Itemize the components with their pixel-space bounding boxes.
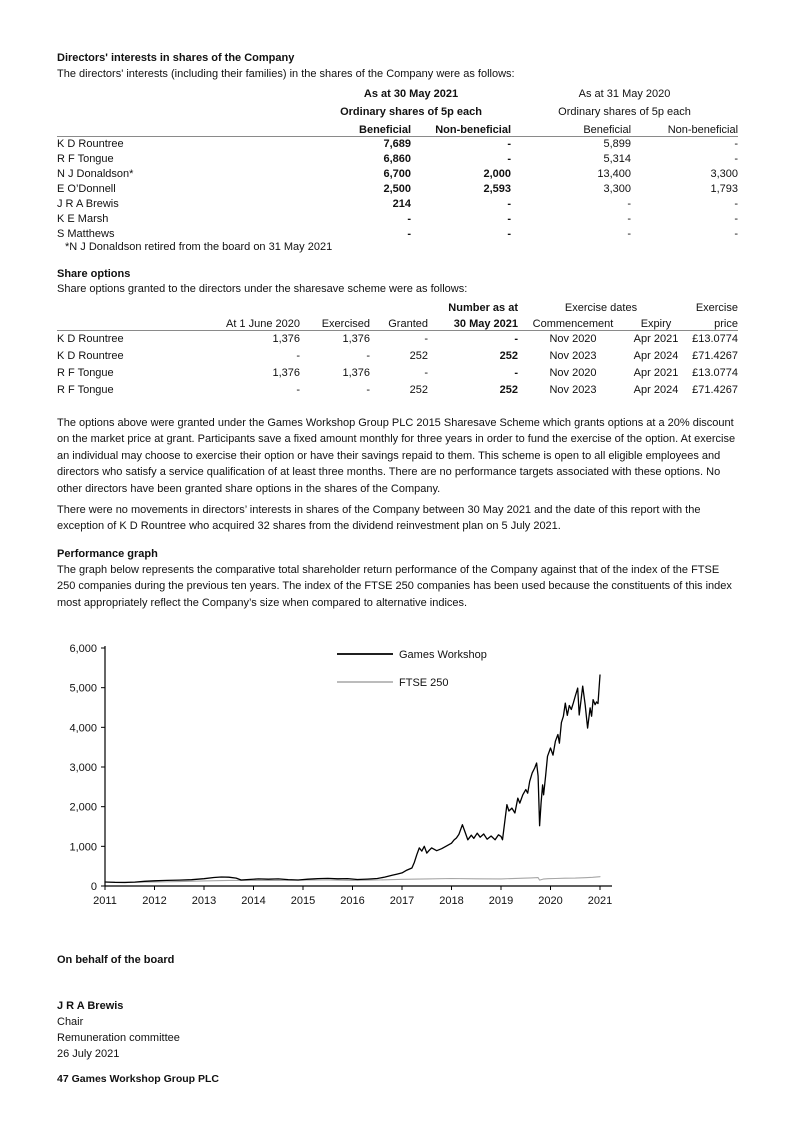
signatory-name: J R A Brewis [57,1000,124,1012]
non-beneficial-2021: 2,000 [483,168,512,180]
table-header-row [57,314,738,331]
non-beneficial-2021: - [507,213,512,225]
beneficial-2020: - [627,198,632,210]
sharesave-scheme-paragraph: The options above were granted under the Games Workshop Group PLC 2015 Sharesave Scheme which grants options at a 20% discount on the market price at grant. Participants save a fixed amount monthly for three years in order to fund the exercise of the option. At exercise an individual may choose to exercise their option or have their savings repaid to them. This scheme is open to all eligible employees and directors who satisfy a service qualification of at least three months. There are no performance targets associated with these options. No other directors have been granted share options in the shares of the Company. [57,417,736,495]
table-header-row [57,118,738,137]
non-beneficial-2020: 1,793 [710,183,739,195]
options-number-30-may-2021: - [514,367,518,379]
options-exercised: 1,376 [342,367,370,379]
x-tick-label: 2013 [191,895,217,907]
directors-interests-table [57,82,738,242]
performance-chart [57,638,738,918]
table-header-row [57,100,738,118]
y-tick-label: 1,000 [69,841,97,854]
director-name: K D Rountree [57,333,124,345]
column-header: Expiry [628,314,684,331]
exercise-expiry: Apr 2024 [633,350,679,362]
y-tick-label: 4,000 [69,722,97,735]
column-header: Exercised [300,314,370,331]
y-tick-label: 3,000 [69,762,97,774]
non-beneficial-2021: 2,593 [483,183,512,195]
x-tick-label: 2019 [488,895,514,907]
beneficial-2021: 6,700 [383,168,411,180]
x-tick-label: 2017 [389,895,415,907]
column-header: price [684,314,738,331]
beneficial-2020: 5,899 [603,138,632,150]
options-granted: 252 [409,384,428,396]
director-name: K E Marsh [57,213,109,225]
exercise-commencement: Nov 2023 [549,350,597,362]
table-header-row [57,82,738,100]
non-beneficial-2021: - [507,138,512,150]
beneficial-2020: - [627,228,632,240]
x-tick-label: 2016 [340,895,365,907]
non-beneficial-2021: - [507,153,512,165]
table-row [57,365,738,382]
exercise-commencement: Nov 2020 [549,333,597,345]
director-name: R F Tongue [57,367,114,379]
beneficial-2021: 214 [392,198,411,210]
column-header: Non-beneficial [411,118,511,137]
column-header: Number as at [448,302,518,314]
director-name: K D Rountree [57,138,124,150]
column-header: At 1 June 2020 [57,314,300,331]
exercise-price: £13.0774 [692,367,738,379]
table-row [57,197,738,212]
options-at-1-june-2020: - [296,350,300,362]
exercise-commencement: Nov 2020 [549,367,597,379]
performance-chart-svg [57,638,738,916]
non-beneficial-2020: - [734,138,739,150]
beneficial-2021: 2,500 [383,183,411,195]
directors-interests-footnote: *N J Donaldson retired from the board on 31 May 2021 [65,241,333,253]
directors-interests-intro: The directors' interests (including their families) in the shares of the Company were as follows: [57,68,515,80]
signature-block [57,998,738,1062]
director-name: R F Tongue [57,153,114,165]
exercise-expiry: Apr 2024 [633,384,679,396]
legend-label-games-workshop: Games Workshop [399,649,487,661]
x-tick-label: 2018 [439,895,464,907]
performance-graph-intro: The graph below represents the comparative total shareholder return performance of the Company against that of the index of the FTSE 250 companies during the previous ten years. The index of the FTSE 250 companies has been used because the constituents of this index most appropriately reflect the Company’s size when compared to alternative indices. [57,564,732,609]
column-subtitle-2020: Ordinary shares of 5p each [558,106,691,118]
signatory-role: Chair [57,1016,84,1028]
exercise-price: £13.0774 [692,333,738,345]
table-row [57,137,738,153]
table-row [57,182,738,197]
table-cell [57,100,311,118]
series-line-games-workshop [105,675,600,883]
x-tick-label: 2021 [587,895,613,907]
director-name: N J Donaldson* [57,168,134,180]
beneficial-2021: - [407,213,411,225]
column-group-exercise-dates: Exercise dates [564,302,638,314]
exercise-commencement: Nov 2023 [549,384,597,396]
beneficial-2020: 13,400 [597,168,632,180]
options-exercised: - [366,384,370,396]
table-cell [57,118,311,137]
table-row [57,152,738,167]
beneficial-2020: 3,300 [603,183,632,195]
column-header: Beneficial [311,118,411,137]
director-name: J R A Brewis [57,198,119,210]
non-beneficial-2020: - [734,198,739,210]
non-beneficial-2020: - [734,153,739,165]
director-name: R F Tongue [57,384,114,396]
beneficial-2021: - [407,228,411,240]
share-options-heading: Share options [57,268,131,280]
legend-label-ftse-250: FTSE 250 [399,677,449,689]
page-footer: 47 Games Workshop Group PLC [57,1073,220,1085]
table-row [57,382,738,399]
x-tick-label: 2014 [241,895,266,907]
column-header: Exercise [695,302,738,314]
options-number-30-may-2021: - [514,333,518,345]
x-tick-label: 2011 [93,895,117,907]
directors-interests-heading: Directors' interests in shares of the Company [57,52,295,64]
beneficial-2021: 7,689 [383,138,411,150]
non-beneficial-2020: - [734,213,739,225]
x-tick-label: 2015 [290,895,316,907]
y-tick-label: 0 [90,881,97,893]
director-name: K D Rountree [57,350,124,362]
share-options-intro: Share options granted to the directors under the sharesave scheme were as follows: [57,283,468,295]
options-number-30-may-2021: 252 [499,384,518,396]
options-at-1-june-2020: - [296,384,300,396]
column-header: Beneficial [511,118,631,137]
x-tick-label: 2012 [142,895,167,907]
column-header: Commencement [518,314,628,331]
options-granted: - [424,333,428,345]
column-header: Non-beneficial [631,118,738,137]
non-beneficial-2021: - [507,228,512,240]
table-cell [57,299,428,314]
options-at-1-june-2020: 1,376 [272,333,300,345]
table-row [57,167,738,182]
exercise-expiry: Apr 2021 [633,333,679,345]
exercise-price: £71.4267 [692,384,738,396]
share-options-table [57,299,738,399]
table-row [57,331,738,349]
options-at-1-june-2020: 1,376 [272,367,300,379]
on-behalf-text: On behalf of the board [57,954,175,966]
performance-graph-heading: Performance graph [57,548,158,560]
beneficial-2021: 6,860 [383,153,411,165]
exercise-price: £71.4267 [692,350,738,362]
exercise-expiry: Apr 2021 [633,367,679,379]
options-granted: 252 [409,350,428,362]
table-row [57,212,738,227]
column-subtitle-2021: Ordinary shares of 5p each [340,106,482,118]
non-beneficial-2021: - [507,198,512,210]
column-group-2021: As at 30 May 2021 [363,88,459,100]
table-header-row [57,299,738,314]
column-header: Granted [370,314,428,331]
table-cell [57,82,311,100]
beneficial-2020: - [627,213,632,225]
y-tick-label: 5,000 [69,682,97,695]
options-exercised: - [366,350,370,362]
options-granted: - [424,367,428,379]
options-number-30-may-2021: 252 [499,350,518,362]
non-beneficial-2020: 3,300 [710,168,739,180]
table-row [57,348,738,365]
column-group-2020: As at 31 May 2020 [578,88,671,100]
options-exercised: 1,376 [342,333,370,345]
beneficial-2020: 5,314 [603,153,632,165]
director-name: S Matthews [57,228,115,240]
director-name: E O’Donnell [57,183,116,195]
y-tick-label: 2,000 [69,801,97,814]
movements-paragraph: There were no movements in directors’ interests in shares of the Company between 30 May 2021 and the date of this report with the exception of K D Rountree who acquired 32 shares from the dividend reinvestment plan on 5 July 2021. [57,504,701,533]
column-header: 30 May 2021 [428,314,518,331]
y-tick-label: 6,000 [69,643,97,655]
x-tick-label: 2020 [538,895,563,907]
signoff-date: 26 July 2021 [57,1048,120,1060]
signatory-committee: Remuneration committee [57,1032,180,1044]
non-beneficial-2020: - [734,228,739,240]
